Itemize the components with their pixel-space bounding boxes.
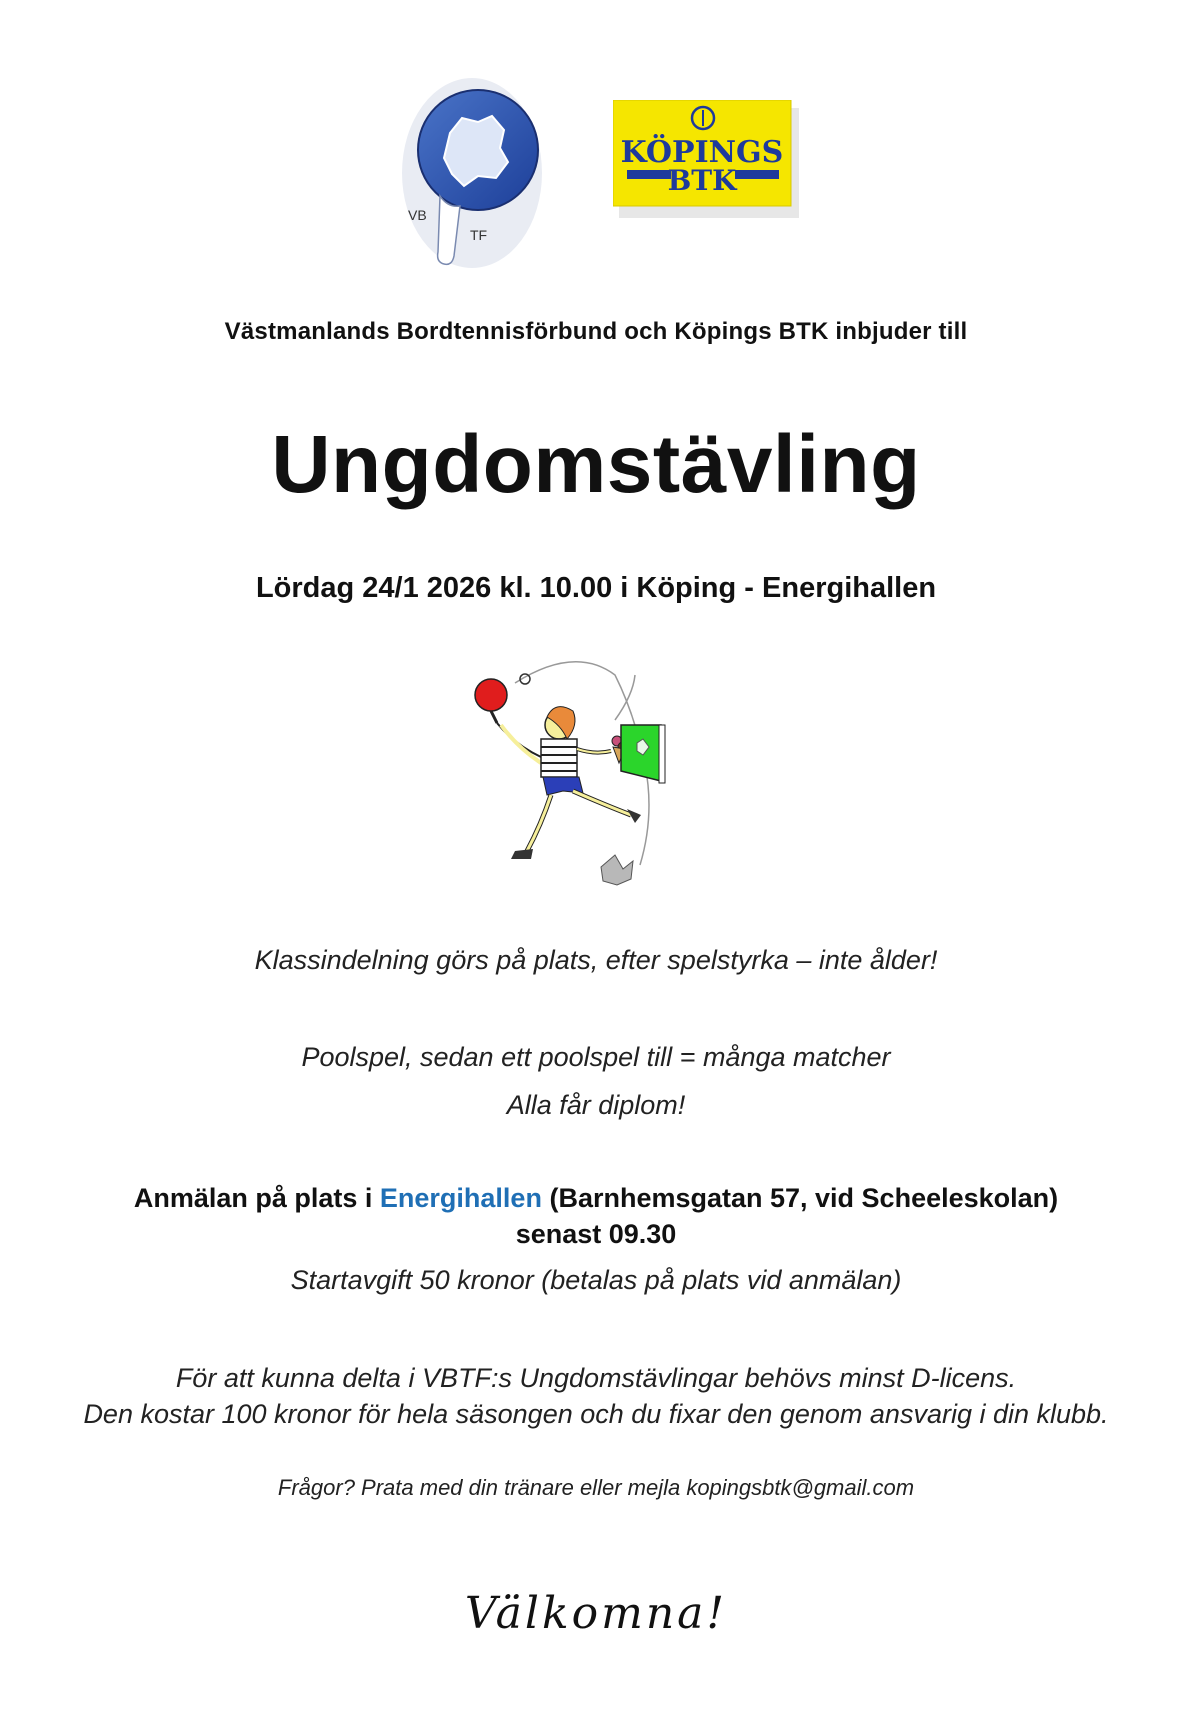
pool-info: Poolspel, sedan ett poolspel till = många matcher xyxy=(301,1042,891,1072)
class-info: Klassindelning görs på plats, efter spelstyrka – inte ålder! xyxy=(254,945,938,975)
vbtf-logo xyxy=(400,78,545,276)
start-fee: Startavgift 50 kronor (betalas på plats vid anmälan) xyxy=(290,1265,902,1295)
license-line-2: Den kostar 100 kronor för hela säsongen och du fixar den genom ansvarig i din klubb. xyxy=(83,1399,1109,1429)
registration-deadline: senast 09.30 xyxy=(515,1219,677,1249)
venue-link[interactable]: Energihallen xyxy=(379,1183,542,1213)
event-datetime: Lördag 24/1 2026 kl. 10.00 i Köping - Energihallen xyxy=(255,572,937,604)
kopings-btk-logo xyxy=(613,100,803,224)
invitation-line: Västmanlands Bordtennisförbund och Köpings BTK inbjuder till xyxy=(224,318,968,345)
page-title: Ungdomstävling xyxy=(271,419,921,510)
diploma-info: Alla får diplom! xyxy=(506,1090,686,1120)
registration-line xyxy=(0,1180,1192,1216)
kbtk-line1: KÖPINGS xyxy=(620,135,784,170)
table-tennis-player-illustration xyxy=(455,655,755,915)
registration-address: (Barnhemsgatan 57, vid Scheeleskolan) xyxy=(541,1183,1059,1213)
welcome-text: Välkomna! xyxy=(464,1588,728,1639)
registration-prefix: Anmälan på plats i xyxy=(133,1183,380,1213)
kbtk-line2: BTK xyxy=(667,164,737,197)
vbtf-initials-left: VB xyxy=(408,207,427,223)
questions-contact: Frågor? Prata med din tränare eller mejla kopingsbtk@gmail.com xyxy=(277,1475,915,1500)
vbtf-initials-right: TF xyxy=(470,227,488,243)
license-info xyxy=(0,1360,1192,1432)
license-line-1: För att kunna delta i VBTF:s Ungdomstävlingar behövs minst D-licens. xyxy=(175,1363,1017,1393)
registration-block xyxy=(0,1180,1192,1252)
